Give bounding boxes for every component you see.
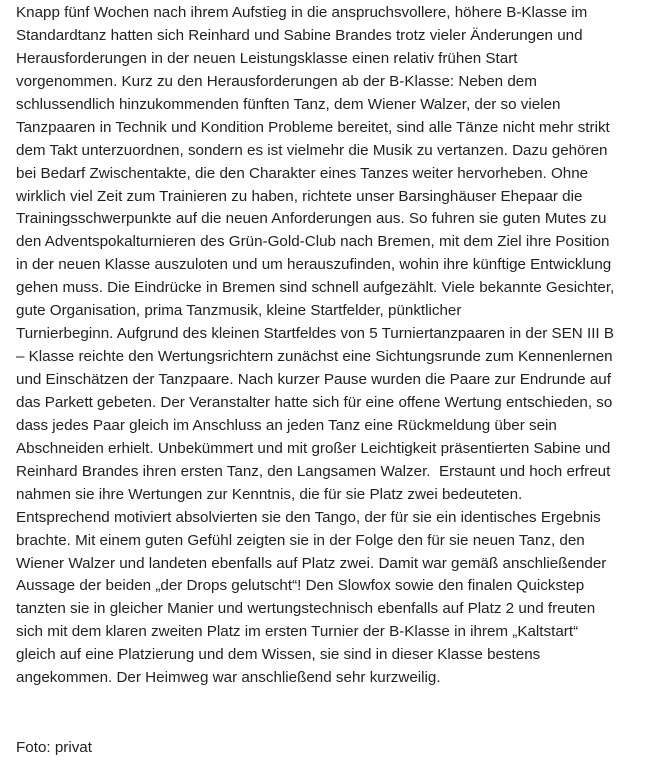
article-line: schlussendlich hinzukommenden fünften Tanz, dem Wiener Walzer, der so vielen	[16, 95, 561, 113]
article-line: Standardtanz hatten sich Reinhard und Sabine Brandes trotz vieler Änderungen und	[16, 26, 583, 44]
article-line: Wiener Walzer und landeten ebenfalls auf Platz zwei. Damit war gemäß anschließender	[16, 554, 607, 572]
article-line: Trainingsschwerpunkte auf die neuen Anforderungen aus. So fuhren sie guten Mutes zu	[16, 210, 607, 228]
article-line: Herausforderungen in der neuen Leistungsklasse einen relativ frühen Start	[16, 49, 518, 67]
article-line: Abschneiden erhielt. Unbekümmert und mit großer Leichtigkeit präsentierten Sabine und	[16, 439, 611, 457]
article-line: Knapp fünf Wochen nach ihrem Aufstieg in die anspruchsvollere, höhere B-Klasse im	[16, 4, 588, 21]
article-line: wirklich viel Zeit zum Trainieren zu haben, richtete unser Barsinghäuser Ehepaar die	[16, 187, 583, 205]
article-line: vorgenommen. Kurz zu den Herausforderungen ab der B-Klasse: Neben dem	[16, 72, 537, 90]
article-line: Reinhard Brandes ihren ersten Tanz, den Langsamen Walzer. Erstaunt und hoch erfreut	[16, 462, 611, 480]
article-line: das Parkett gebeten. Der Veranstalter hatte sich für eine offene Wertung entschieden, so	[16, 393, 613, 411]
article-line: gute Organisation, prima Tanzmusik, kleine Startfelder, pünktlicher	[16, 302, 462, 320]
article-line: dass jedes Paar gleich im Anschluss an jeden Tanz eine Rückmeldung über sein	[16, 416, 557, 434]
article-line: tanzten sie in gleicher Manier und wertungstechnisch ebenfalls auf Platz 2 und freuten	[16, 600, 596, 618]
article-line: gleich auf eine Platzierung und dem Wissen, sie sind in dieser Klasse bestens	[16, 646, 541, 664]
article-line: angekommen. Der Heimweg war anschließend sehr kurzweilig.	[16, 669, 441, 687]
article-line: Turnierbeginn. Aufgrund des kleinen Startfeldes von 5 Turniertanzpaaren in der SEN III B	[16, 325, 615, 343]
article-body	[16, 2, 666, 690]
article-line: Entsprechend motiviert absolvierten sie den Tango, der für sie ein identisches Ergebnis	[16, 508, 601, 526]
article-line: brachte. Mit einem guten Gefühl zeigten sie in der Folge den für sie neuen Tanz, den	[16, 531, 585, 549]
article-line: sich mit dem klaren zweiten Platz im ersten Turnier der B-Klasse in ihrem „Kaltstart“	[16, 623, 579, 641]
article-line: Tanzpaaren in Technik und Kondition Probleme bereitet, sind alle Tänze nicht mehr strikt	[16, 118, 610, 136]
article-line: den Adventspokalturnieren des Grün-Gold-Club nach Bremen, mit dem Ziel ihre Position	[16, 233, 610, 251]
article-line: und Einschätzen der Tanzpaare. Nach kurzer Pause wurden die Paare zur Endrunde auf	[16, 371, 611, 388]
photo-credit: Foto: privat	[16, 739, 92, 756]
article-line: gehen muss. Die Eindrücke in Bremen sind schnell aufgezählt. Viele bekannte Gesichter,	[16, 279, 615, 297]
article-line: bei Bedarf Zwischentakte, die den Charakter eines Tanzes weiter hervorheben. Ohne	[16, 164, 589, 182]
article-line: nahmen sie ihre Wertungen zur Kenntnis, die für sie Platz zwei bedeuteten.	[16, 485, 523, 503]
article-line: dem Takt unterzuordnen, sondern es ist vielmehr die Musik zu vertanzen. Dazu gehören	[16, 141, 608, 159]
article-line: Aussage der beiden „der Drops gelutscht“! Den Slowfox sowie den finalen Quickstep	[16, 577, 585, 595]
article-line: in der neuen Klasse auszuloten und um herauszufinden, wohin ihre künftige Entwicklung	[16, 256, 612, 274]
article-line: – Klasse reichte den Wertungsrichtern zunächst eine Sichtungsrunde zum Kennenlernen	[16, 348, 613, 366]
